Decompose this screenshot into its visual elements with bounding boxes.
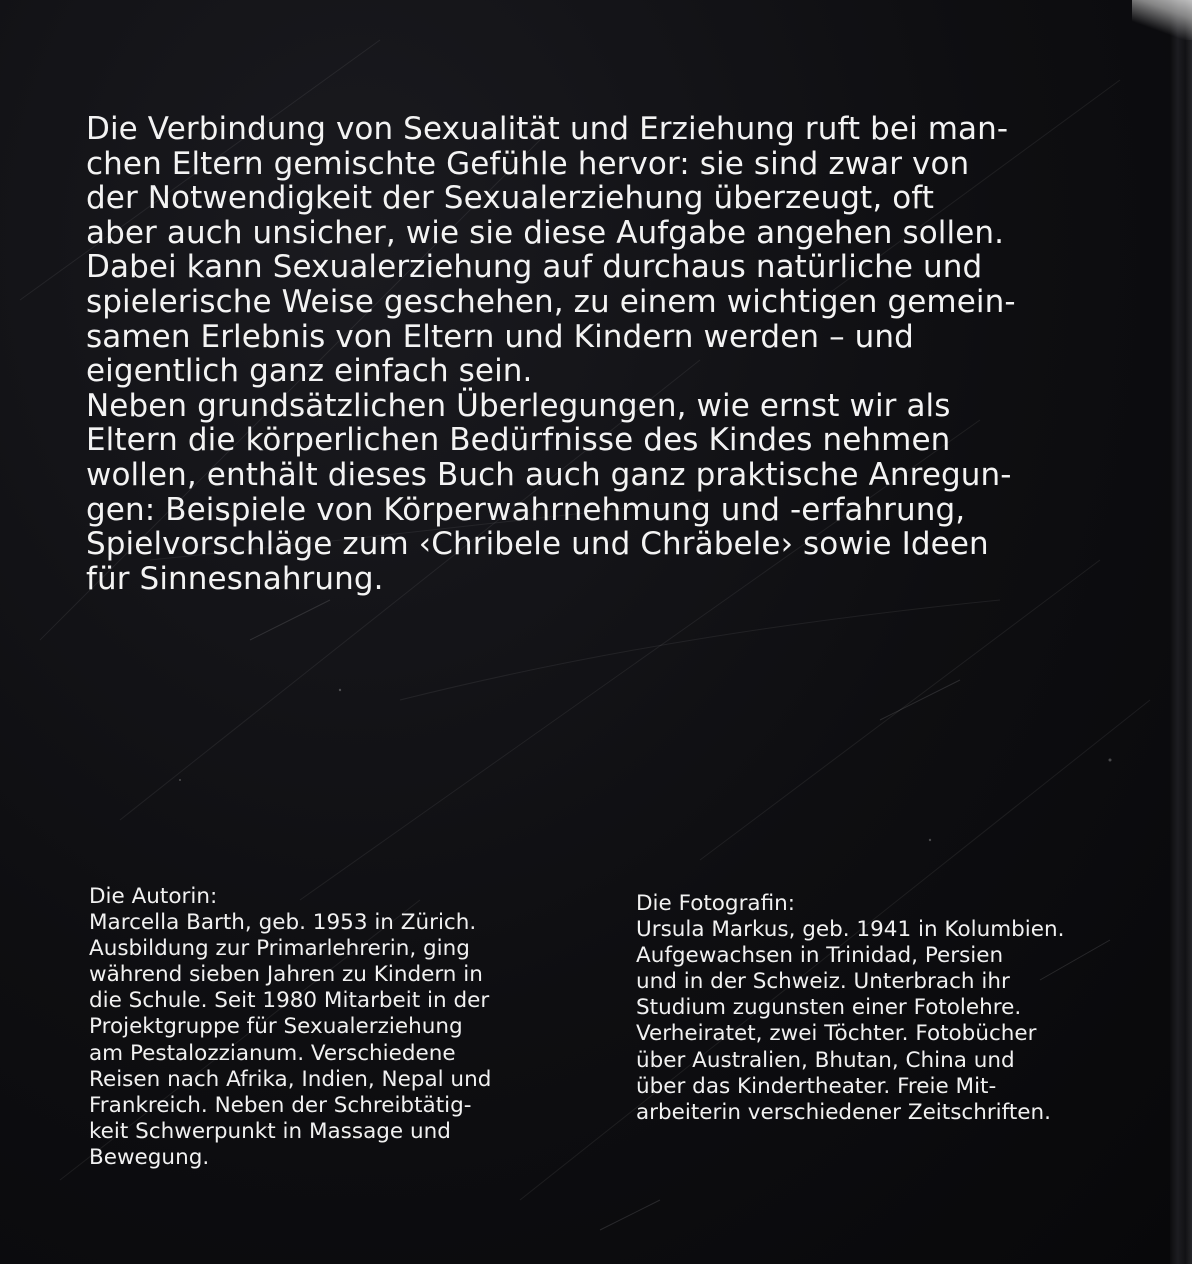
author-heading: Die Autorin: [89, 884, 218, 909]
author-bio-line: am Pestalozzianum. Verschiedene [89, 1040, 456, 1066]
corner-wear [1132, 0, 1192, 40]
blurb-line: aber auch unsicher, wie sie diese Aufgabe angehen sollen. [86, 214, 1005, 251]
photographer-bio-line: und in der Schweiz. Unterbrach ihr [636, 969, 1010, 995]
blurb-line: chen Eltern gemischte Gefühle hervor: sie sind zwar von [86, 145, 970, 182]
cover-edge [1170, 0, 1192, 1264]
photographer-bio-line: Ursula Markus, geb. 1941 in Kolumbien. [636, 917, 1065, 943]
author-bio-line: Reisen nach Afrika, Indien, Nepal und [89, 1066, 492, 1092]
blurb-line: wollen, enthält dieses Buch auch ganz praktische Anregun- [86, 456, 1012, 493]
author-bio-line: Marcella Barth, geb. 1953 in Zürich. [89, 910, 477, 936]
author-bio-line: während sieben Jahren zu Kindern in [89, 962, 483, 988]
author-bio-line: Bewegung. [89, 1144, 210, 1170]
blurb-line: gen: Beispiele von Körperwahrnehmung und -erfahrung, [86, 491, 966, 528]
blurb-line: spielerische Weise geschehen, zu einem wichtigen gemein- [86, 283, 1016, 320]
blurb-line: samen Erlebnis von Eltern und Kindern werden – und [86, 318, 914, 355]
blurb-line: eigentlich ganz einfach sein. [86, 353, 533, 390]
author-bio-line: Projektgruppe für Sexualerziehung [89, 1014, 463, 1040]
author-bio-line: keit Schwerpunkt in Massage und [89, 1118, 451, 1144]
blurb-line: für Sinnesnahrung. [86, 560, 384, 597]
photographer-bio-line: Studium zugunsten einer Fotolehre. [636, 995, 1022, 1021]
photographer-bio-line: über Australien, Bhutan, China und [636, 1047, 1015, 1073]
blurb-line: Eltern die körperlichen Bedürfnisse des Kindes nehmen [86, 422, 951, 459]
photographer-bio-line: über das Kindertheater. Freie Mit- [636, 1073, 997, 1099]
photographer-bio-line: Aufgewachsen in Trinidad, Persien [636, 943, 1004, 969]
photographer-bio-line: Verheiratet, zwei Töchter. Fotobücher [636, 1021, 1037, 1047]
author-bio [89, 884, 589, 1171]
author-bio-line: Ausbildung zur Primarlehrerin, ging [89, 936, 470, 962]
blurb-text [86, 112, 1106, 596]
blurb-line: Die Verbindung von Sexualität und Erziehung ruft bei man- [86, 111, 1009, 147]
blurb-line: der Notwendigkeit der Sexualerziehung überzeugt, oft [86, 180, 935, 217]
author-bio-line: die Schule. Seit 1980 Mitarbeit in der [89, 988, 490, 1014]
blurb-line: Dabei kann Sexualerziehung auf durchaus natürliche und [86, 249, 983, 286]
author-bio-line: Frankreich. Neben der Schreibtätig- [89, 1092, 472, 1118]
blurb-line: Neben grundsätzlichen Überlegungen, wie ernst wir als [86, 387, 951, 424]
blurb-line: Spielvorschläge zum ‹Chribele und Chräbele› sowie Ideen [86, 526, 989, 563]
photographer-bio [636, 891, 1156, 1126]
photographer-heading: Die Fotografin: [636, 891, 796, 916]
photographer-bio-line: arbeiterin verschiedener Zeitschriften. [636, 1099, 1051, 1125]
